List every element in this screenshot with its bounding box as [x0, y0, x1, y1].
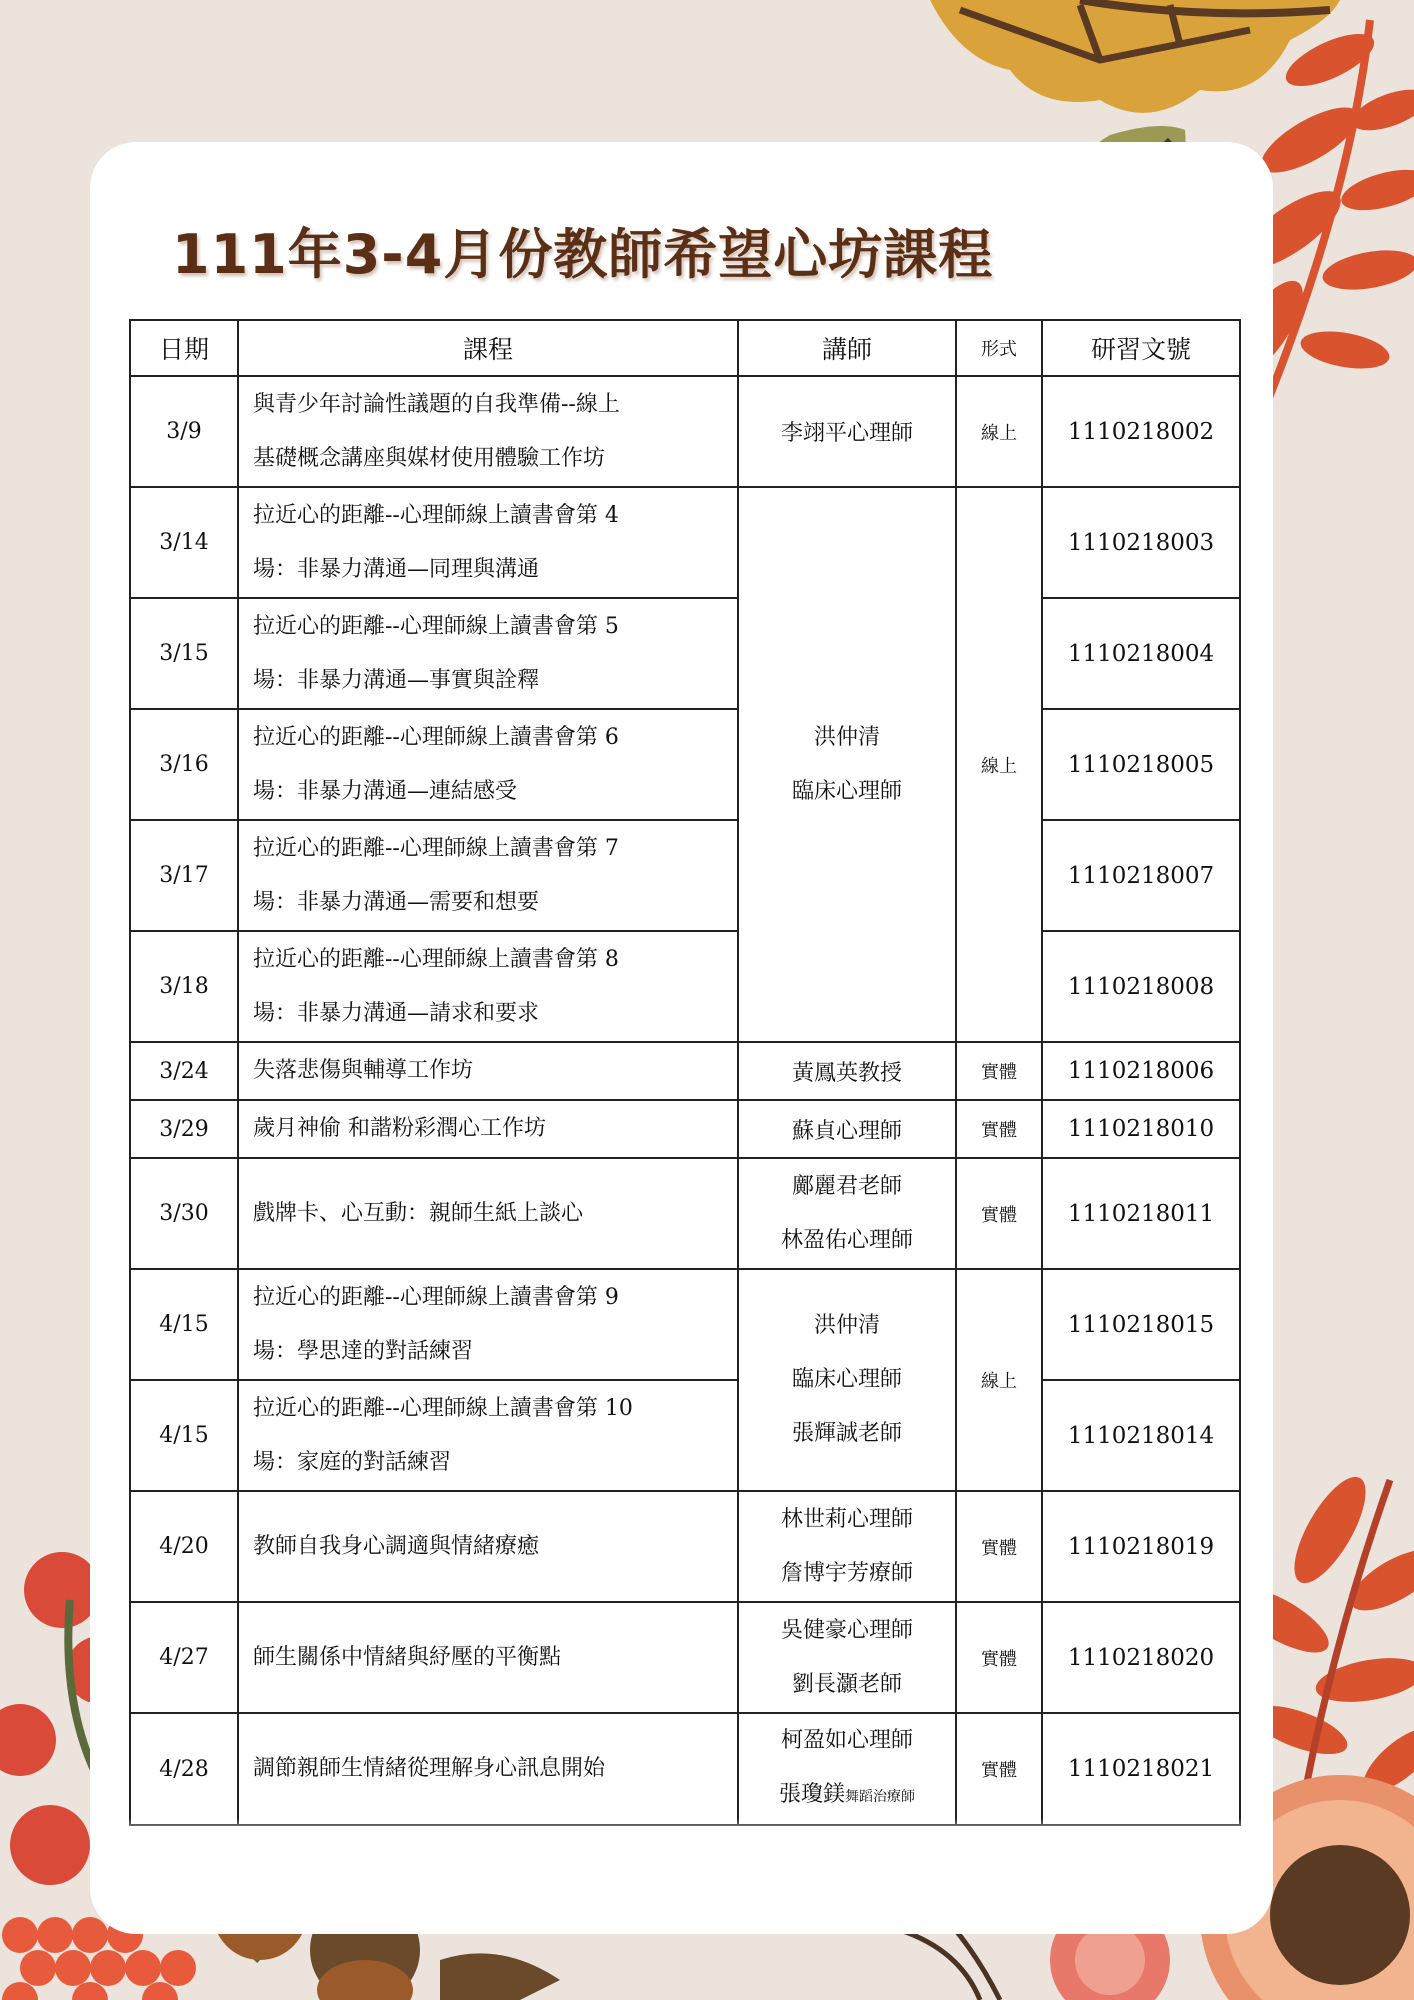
row-code: 1110218010 — [1042, 1100, 1240, 1158]
table-row — [130, 709, 1240, 820]
table-row — [130, 1100, 1240, 1158]
row-date: 3/29 — [130, 1100, 238, 1158]
row-course: 師生關係中情緒與紓壓的平衡點 — [238, 1602, 738, 1713]
table-row — [130, 931, 1240, 1042]
row-course: 拉近心的距離--心理師線上讀書會第 10 場：家庭的對話練習 — [238, 1380, 738, 1491]
row-date: 3/9 — [130, 376, 238, 487]
row-instructor: 林世莉心理師 詹博宇芳療師 — [738, 1491, 956, 1602]
row-format: 線上 — [956, 376, 1042, 487]
row-date: 3/18 — [130, 931, 238, 1042]
row-course: 拉近心的距離--心理師線上讀書會第 6 場：非暴力溝通—連結感受 — [238, 709, 738, 820]
row-code: 1110218019 — [1042, 1491, 1240, 1602]
row-format: 實體 — [956, 1100, 1042, 1158]
table-row — [130, 376, 1240, 487]
row-code: 1110218020 — [1042, 1602, 1240, 1713]
row-course: 歲月神偷 和諧粉彩潤心工作坊 — [238, 1100, 738, 1158]
group-instructor: 洪仲清 臨床心理師 — [738, 487, 956, 1042]
row-instructor: 吳健豪心理師 劉長灝老師 — [738, 1602, 956, 1713]
header-date: 日期 — [130, 320, 238, 376]
row-date: 3/16 — [130, 709, 238, 820]
row-date: 3/30 — [130, 1158, 238, 1269]
row-code: 1110218005 — [1042, 709, 1240, 820]
row-course: 戲牌卡、心互動：親師生紙上談心 — [238, 1158, 738, 1269]
row-code: 1110218002 — [1042, 376, 1240, 487]
row-code: 1110218007 — [1042, 820, 1240, 931]
row-date: 3/15 — [130, 598, 238, 709]
row-code: 1110218021 — [1042, 1713, 1240, 1825]
row-date: 3/24 — [130, 1042, 238, 1100]
row-format: 實體 — [956, 1713, 1042, 1825]
row-date: 3/14 — [130, 487, 238, 598]
table-row — [130, 1713, 1240, 1825]
row-course: 拉近心的距離--心理師線上讀書會第 4 場：非暴力溝通—同理與溝通 — [238, 487, 738, 598]
table-row — [130, 1042, 1240, 1100]
table-row — [130, 1269, 1240, 1380]
row-course: 拉近心的距離--心理師線上讀書會第 8 場：非暴力溝通—請求和要求 — [238, 931, 738, 1042]
table-row — [130, 820, 1240, 931]
row-course: 拉近心的距離--心理師線上讀書會第 7 場：非暴力溝通—需要和想要 — [238, 820, 738, 931]
row-instructor: 黃鳳英教授 — [738, 1042, 956, 1100]
row-format: 實體 — [956, 1491, 1042, 1602]
row-date: 3/17 — [130, 820, 238, 931]
row-instructor: 李翊平心理師 — [738, 376, 956, 487]
row-code: 1110218015 — [1042, 1269, 1240, 1380]
table-fade — [129, 1818, 1241, 1858]
row-format: 實體 — [956, 1042, 1042, 1100]
row-code: 1110218003 — [1042, 487, 1240, 598]
group-format: 線上 — [956, 1269, 1042, 1491]
row-code: 1110218006 — [1042, 1042, 1240, 1100]
row-course: 與青少年討論性議題的自我準備--線上 基礎概念講座與媒材使用體驗工作坊 — [238, 376, 738, 487]
row-code: 1110218008 — [1042, 931, 1240, 1042]
page-title: 111年3-4月份教師希望心坊課程 — [172, 223, 994, 286]
row-course: 拉近心的距離--心理師線上讀書會第 5 場：非暴力溝通—事實與詮釋 — [238, 598, 738, 709]
course-schedule-table — [129, 319, 1241, 1826]
header-code: 研習文號 — [1042, 320, 1240, 376]
row-date: 4/15 — [130, 1380, 238, 1491]
table-row — [130, 487, 1240, 598]
table-row — [130, 1380, 1240, 1491]
row-date: 4/20 — [130, 1491, 238, 1602]
table-row — [130, 1602, 1240, 1713]
row-date: 4/27 — [130, 1602, 238, 1713]
header-course: 課程 — [238, 320, 738, 376]
row-course: 教師自我身心調適與情緒療癒 — [238, 1491, 738, 1602]
row-date: 4/15 — [130, 1269, 238, 1380]
table-header-row — [130, 320, 1240, 376]
row-code: 1110218004 — [1042, 598, 1240, 709]
row-code: 1110218014 — [1042, 1380, 1240, 1491]
group-format: 線上 — [956, 487, 1042, 1042]
row-format: 實體 — [956, 1158, 1042, 1269]
row-code: 1110218011 — [1042, 1158, 1240, 1269]
row-course: 拉近心的距離--心理師線上讀書會第 9 場：學思達的對話練習 — [238, 1269, 738, 1380]
row-instructor: 蘇貞心理師 — [738, 1100, 956, 1158]
row-course: 調節親師生情緒從理解身心訊息開始 — [238, 1713, 738, 1825]
row-date: 4/28 — [130, 1713, 238, 1825]
row-format: 實體 — [956, 1602, 1042, 1713]
row-instructor: 柯盈如心理師 張瓊鎂舞蹈治療師 — [738, 1713, 956, 1825]
header-instructor: 講師 — [738, 320, 956, 376]
table-row — [130, 1158, 1240, 1269]
row-course: 失落悲傷與輔導工作坊 — [238, 1042, 738, 1100]
group-instructor: 洪仲清 臨床心理師 張輝誠老師 — [738, 1269, 956, 1491]
table-row — [130, 1491, 1240, 1602]
table-row — [130, 598, 1240, 709]
header-format: 形式 — [956, 320, 1042, 376]
row-instructor: 鄺麗君老師 林盈佑心理師 — [738, 1158, 956, 1269]
